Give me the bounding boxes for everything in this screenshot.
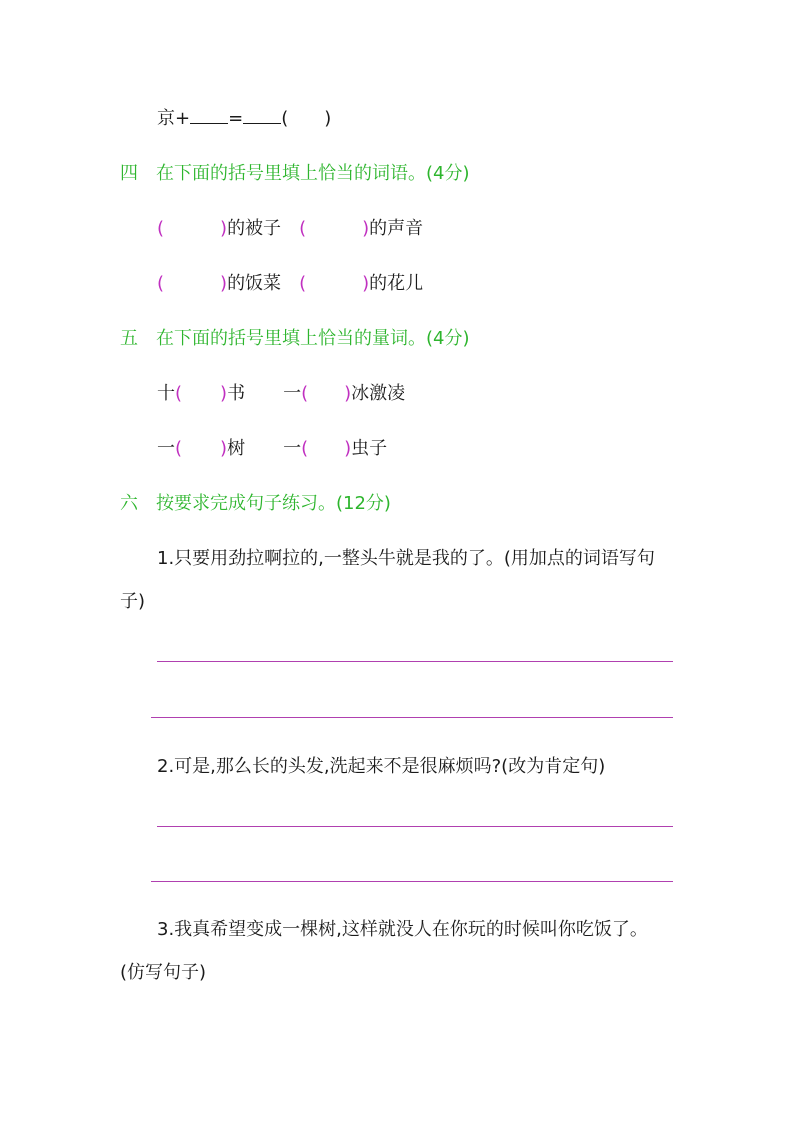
- sec4-row-2: ( )的饭菜 ( )的花儿: [157, 273, 424, 294]
- sec4-row-1: ( )的被子 ( )的声音: [157, 218, 424, 239]
- question-3-text-cont: (仿写句子): [120, 962, 207, 983]
- sec5-row-1: 十( )书 一( )冰激凌: [157, 383, 406, 404]
- answer-line[interactable]: [157, 661, 673, 662]
- char-prefix: 京+: [157, 108, 191, 129]
- question-1-text-cont: 子): [120, 591, 146, 612]
- equals-sign: =: [228, 108, 244, 129]
- section-5-heading: 五 在下面的括号里填上恰当的量词。(4分): [120, 328, 470, 349]
- phrase-text: 的声音: [369, 218, 424, 239]
- answer-line[interactable]: [151, 881, 673, 882]
- question-3-text: 3.我真希望变成一棵树,这样就没人在你玩的时候叫你吃饭了。: [157, 919, 648, 940]
- sec5-row-2: 一( )树 一( )虫子: [157, 438, 388, 459]
- paren-open: (: [281, 108, 289, 129]
- answer-line[interactable]: [157, 826, 673, 827]
- blank-result[interactable]: [243, 109, 281, 124]
- char-compose-row: [157, 107, 331, 131]
- phrase-text: 的花儿: [369, 273, 424, 294]
- section-4-heading: 四 在下面的括号里填上恰当的词语。(4分): [120, 163, 470, 184]
- phrase-text: 的饭菜: [227, 273, 282, 294]
- question-1-text: 1.只要用劲拉啊拉的,一整头牛就是我的了。(用加点的词语写句: [157, 548, 655, 569]
- phrase-text: 的被子: [227, 218, 282, 239]
- blank-component[interactable]: [190, 109, 228, 124]
- answer-line[interactable]: [151, 717, 673, 718]
- question-2-text: 2.可是,那么长的头发,洗起来不是很麻烦吗?(改为肯定句): [157, 756, 606, 777]
- paren-close: ): [324, 108, 332, 129]
- section-6-heading: 六 按要求完成句子练习。(12分): [120, 493, 391, 514]
